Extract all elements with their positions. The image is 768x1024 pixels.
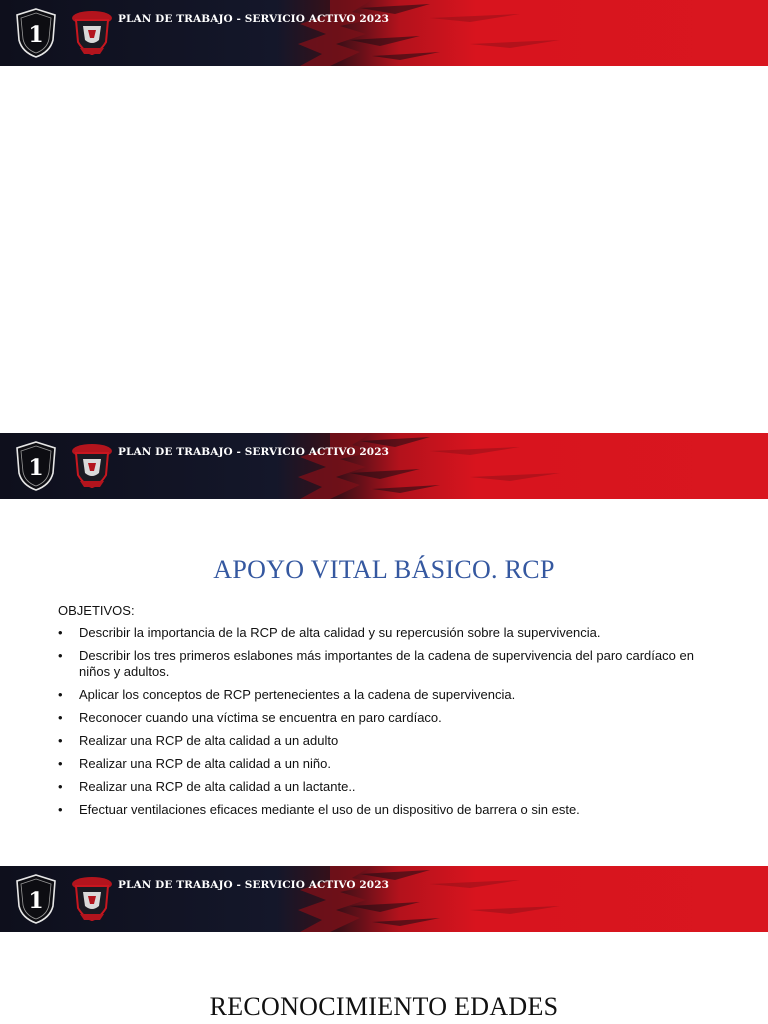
shield-badge-icon — [14, 441, 58, 491]
bullet-icon: • — [58, 733, 63, 748]
bullet-icon: • — [58, 648, 63, 663]
objective-text: Realizar una RCP de alta calidad a un adulto — [79, 733, 339, 748]
bullet-icon: • — [58, 687, 63, 702]
svg-text:1: 1 — [28, 22, 44, 48]
objective-text: Reconocer cuando una víctima se encuentra en paro cardíaco. — [79, 710, 442, 725]
brush-texture — [0, 866, 768, 932]
objective-text: Realizar una RCP de alta calidad a un niño. — [79, 756, 331, 771]
crest-emblem-icon — [70, 441, 114, 489]
shield-badge-icon — [14, 8, 58, 58]
banner-title: PLAN DE TRABAJO - SERVICIO ACTIVO 2023 — [118, 446, 390, 458]
objective-text: Efectuar ventilaciones eficaces mediante el uso de un dispositivo de barrera o sin este. — [79, 802, 580, 817]
banner-title: PLAN DE TRABAJO - SERVICIO ACTIVO 2023 — [118, 879, 390, 891]
bullet-icon: • — [58, 710, 63, 725]
objective-text: Realizar una RCP de alta calidad a un lactante.. — [79, 779, 356, 794]
brush-texture — [0, 433, 768, 499]
objective-text: Describir los tres primeros eslabones más importantes de la cadena de supervivencia del paro cardíaco en niños y adultos. — [79, 648, 694, 679]
objective-text: Aplicar los conceptos de RCP pertenecientes a la cadena de supervivencia. — [79, 687, 516, 702]
bullet-icon: • — [58, 625, 63, 640]
objectives-block — [58, 603, 718, 825]
list-item — [58, 802, 718, 818]
slide-1 — [0, 0, 768, 433]
list-item — [58, 733, 718, 749]
slide-banner — [0, 866, 768, 932]
crest-emblem-icon — [70, 874, 114, 922]
objective-text: Describir la importancia de la RCP de alta calidad y su repercusión sobre la supervivencia. — [79, 625, 601, 640]
list-item — [58, 710, 718, 726]
slide-3 — [0, 866, 768, 1024]
bullet-icon: • — [58, 779, 63, 794]
slide-banner — [0, 433, 768, 499]
list-item — [58, 625, 718, 641]
slide-banner — [0, 0, 768, 66]
objectives-label: OBJETIVOS: — [58, 603, 135, 618]
slide-2 — [0, 433, 768, 866]
objectives-list — [58, 625, 718, 818]
shield-badge-icon — [14, 874, 58, 924]
svg-text:1: 1 — [28, 888, 44, 914]
crest-emblem-icon — [70, 8, 114, 56]
list-item — [58, 779, 718, 795]
svg-text:1: 1 — [28, 455, 44, 481]
banner-title: PLAN DE TRABAJO - SERVICIO ACTIVO 2023 — [118, 13, 390, 25]
bullet-icon: • — [58, 756, 63, 771]
list-item — [58, 756, 718, 772]
bullet-icon: • — [58, 802, 63, 817]
brush-texture — [0, 0, 768, 66]
slide-title: RECONOCIMIENTO EDADES — [209, 992, 559, 1021]
list-item — [58, 687, 718, 703]
list-item — [58, 648, 718, 680]
slide-title: APOYO VITAL BÁSICO. RCP — [213, 555, 555, 584]
